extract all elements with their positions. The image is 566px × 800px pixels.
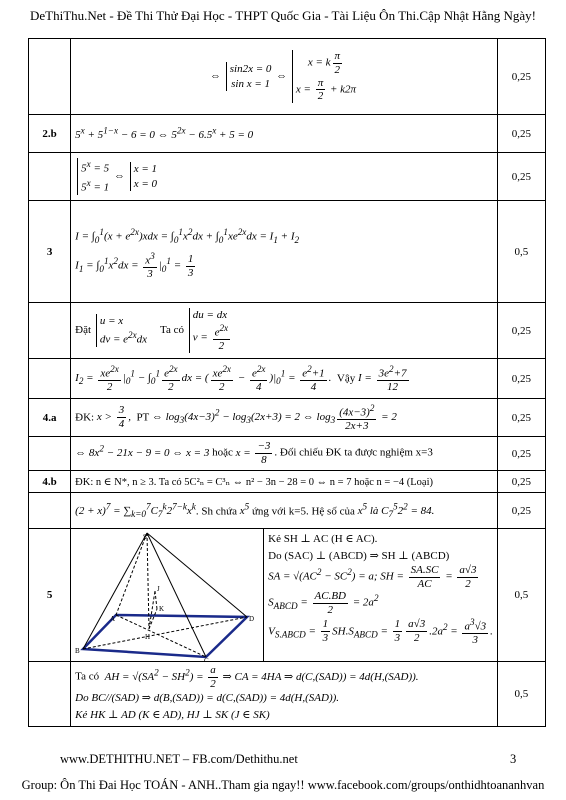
question-cell <box>29 493 71 529</box>
label-J: J <box>157 585 160 593</box>
label-doi-chieu: . Đối chiếu ĐK ta được nghiệm x=3 <box>274 447 433 460</box>
solution-cell: Đặt u = x dv = $e^{2x}dx$ Ta có du = dx v = $\frac{e^{2x}}{2}$ <box>71 303 498 359</box>
question-cell: 4.a <box>29 399 71 437</box>
score-cell: 0,25 <box>497 359 545 399</box>
question-cell <box>29 39 71 115</box>
score-cell: 0,25 <box>497 437 545 471</box>
table-row <box>29 662 546 727</box>
label-A: A <box>110 615 116 623</box>
table-row <box>29 39 546 115</box>
solution-cell: Ta có AH = $√(SA^2 - SH^2)$ = $\frac{a}{2}$ ⇒ CA = 4HA ⇒ d(C,(SAD)) = 4d(H,(SAD)). Do BC//(SAD) ⇒ d(B,(SAD)) = d(C,(SAD)) = 4d(H,(SAD)). Kẻ HK ⊥ AD (K ∈ AD), HJ ⊥ SK (J ∈ SK) <box>71 662 498 727</box>
label-dk: ĐK: <box>75 411 95 424</box>
solution-cell: $(2 + x)^7 = \sum_{k=0}^7C_7^k2^{7-k}x^k$. Sh chứa $x^5$ ứng với k=5. Hệ số của $x^5$ là $C_7^52^2 = 84$. <box>71 493 498 529</box>
question-cell: 3 <box>29 201 71 303</box>
question-cell <box>29 153 71 201</box>
pyramid-diagram <box>71 529 263 661</box>
solution-cell: S A B C D H J K Kẻ SH ⊥ AC (H ∈ AC). Do (SAC) ⊥ (ABCD) ⇒ SH ⊥ (ABCD) SA = $√(AC^2 - SC^2) = a$; SH = $\frac{SA.SC}{AC}$ = $\frac{a√3}{2}$ $S_{ABCD}$ = $\frac{AC.BD}{2}$ = $2a^2$ $V_{S.ABCD}$ = $\frac{1}{3}$ $SH.S_{ABCD}$ = $\frac{1}{3}$ $\frac{a√3}{2}$ $.2a^2$ = $\frac{a^3√3}{3}$ . <box>71 529 498 662</box>
table-row <box>29 115 546 153</box>
label-vay: Vậy <box>336 372 356 385</box>
line-do-bc: Do BC//(SAD) ⇒ d(B,(SAD)) = d(C,(SAD)) = 4d(H,(SAD)). <box>75 692 340 705</box>
label-sh-chua: . Sh chứa <box>195 505 237 518</box>
label-D: D <box>249 615 255 623</box>
solution-cell: $I = \int_0^1(x + e^{2x})xdx = \int_0^1x^2dx + \int_0^1xe^{2x}dx = I_1 + I_2$ $I_1 = \int_0^1x^2dx$ = $\frac{x^3}{3}$ $|_0^1$ = $\frac{1}{3}$ <box>71 201 498 303</box>
footer-group: Group: Ôn Thi Đai Học TOÁN - ANH..Tham gia ngay!! www.facebook.com/groups/onthidhtoananhvan <box>21 778 545 792</box>
solution-cell: $5^x + 5^{1-x} - 6 = 0$ ⇔ $5^{2x} - 6.5^x + 5 = 0$ <box>71 115 498 153</box>
table-row <box>29 471 546 493</box>
footer-website: www.DETHITHU.NET – FB.com/Dethithu.net <box>60 752 298 766</box>
table-row <box>29 201 546 303</box>
question-cell <box>29 359 71 399</box>
question-cell: 2.b <box>29 115 71 153</box>
solution-cell: ⇔ sin2x = 0 sin x = 1 ⇔ x = k $\frac{\pi}{2}$ x = $\frac{\pi}{2}$ + k2π <box>71 39 498 115</box>
question-cell <box>29 303 71 359</box>
score-cell: 0,25 <box>497 399 545 437</box>
table-row <box>29 529 546 662</box>
label-hoac: hoặc <box>212 447 233 460</box>
question-cell <box>29 662 71 727</box>
score-cell: 0,25 <box>497 115 545 153</box>
page-header: DeThiThu.Net - Đề Thi Thử Đại Học - THPT Quốc Gia - Tài Liệu Ôn Thi.Cập Nhật Hằng Ngày! <box>30 8 536 23</box>
solution-cell: ⇔ $8x^2 - 21x - 9 = 0$ ⇔ x = 3 hoặc x = $\frac{-3}{8}$ . Đối chiếu ĐK ta được nghiệm x=3 <box>71 437 498 471</box>
question-cell: 5 <box>29 529 71 662</box>
table-row <box>29 303 546 359</box>
table-row <box>29 437 546 471</box>
solution-cell: ĐK: n ∈ N*, n ≥ 3. Ta có 5C²ₙ = C³ₙ ⇔ n² − 3n − 28 = 0 ⇔ n = 7 hoặc n = −4 (Loại) <box>71 471 498 493</box>
label-ta-co-2: Ta có <box>75 670 100 683</box>
page-number: 3 <box>510 752 517 766</box>
solution-cell: ĐK: x > $\frac{3}{4}$ , PT ⇔ $\log_3(4x-3)^2 - \log_3(2x+3) = 2$ ⇔ $\log_3$ $\frac{(4x-3)^2}{2x+3}$ = 2 <box>71 399 498 437</box>
score-cell: 0,25 <box>497 471 545 493</box>
label-dat: Đặt <box>75 324 92 337</box>
label-K: K <box>159 605 165 613</box>
line-ke-sh: Kẻ SH ⊥ AC (H ∈ AC). <box>268 533 378 545</box>
score-cell: 0,25 <box>497 303 545 359</box>
score-cell: 0,5 <box>497 201 545 303</box>
label-pt: PT <box>136 411 150 424</box>
line-ke-hk: Kẻ HK ⊥ AD (K ∈ AD), HJ ⊥ SK (J ∈ SK) <box>75 709 270 722</box>
table-row <box>29 153 546 201</box>
score-cell: 0,5 <box>497 529 545 662</box>
table-row <box>29 399 546 437</box>
score-cell: 0,25 <box>497 493 545 529</box>
label-H: H <box>145 633 151 641</box>
score-cell: 0,5 <box>497 662 545 727</box>
label-he-so: ứng với k=5. Hệ số của <box>251 505 355 518</box>
table-row <box>29 493 546 529</box>
score-cell: 0,25 <box>497 39 545 115</box>
score-cell: 0,25 <box>497 153 545 201</box>
solution-cell: $5^x = 5$ $5^x = 1$ ⇔ x = 1 x = 0 <box>71 153 498 201</box>
label-S: S <box>143 533 148 541</box>
label-ta-co: Ta có <box>160 324 185 337</box>
question-cell <box>29 437 71 471</box>
question-cell: 4.b <box>29 471 71 493</box>
pyramid-figure <box>71 529 264 661</box>
solution-cell: $I_2$ = $\frac{xe^{2x}}{2}$ $|_0^1 - \int_0^1$ $\frac{e^{2x}}{2}$ dx = ( $\frac{xe^{2x}}{2}$ − $\frac{e^{2x}}{4}$ )$|_0^1$ = $\frac{e^2+1}{4}$ . Vậy I = $\frac{3e^2+7}{12}$ <box>71 359 498 399</box>
solution-table <box>28 38 546 727</box>
line-do-sac: Do (SAC) ⊥ (ABCD) ⇒ SH ⊥ (ABCD) <box>268 549 450 562</box>
table-row <box>29 359 546 399</box>
label-B: B <box>75 647 80 655</box>
label-C: C <box>204 657 209 661</box>
